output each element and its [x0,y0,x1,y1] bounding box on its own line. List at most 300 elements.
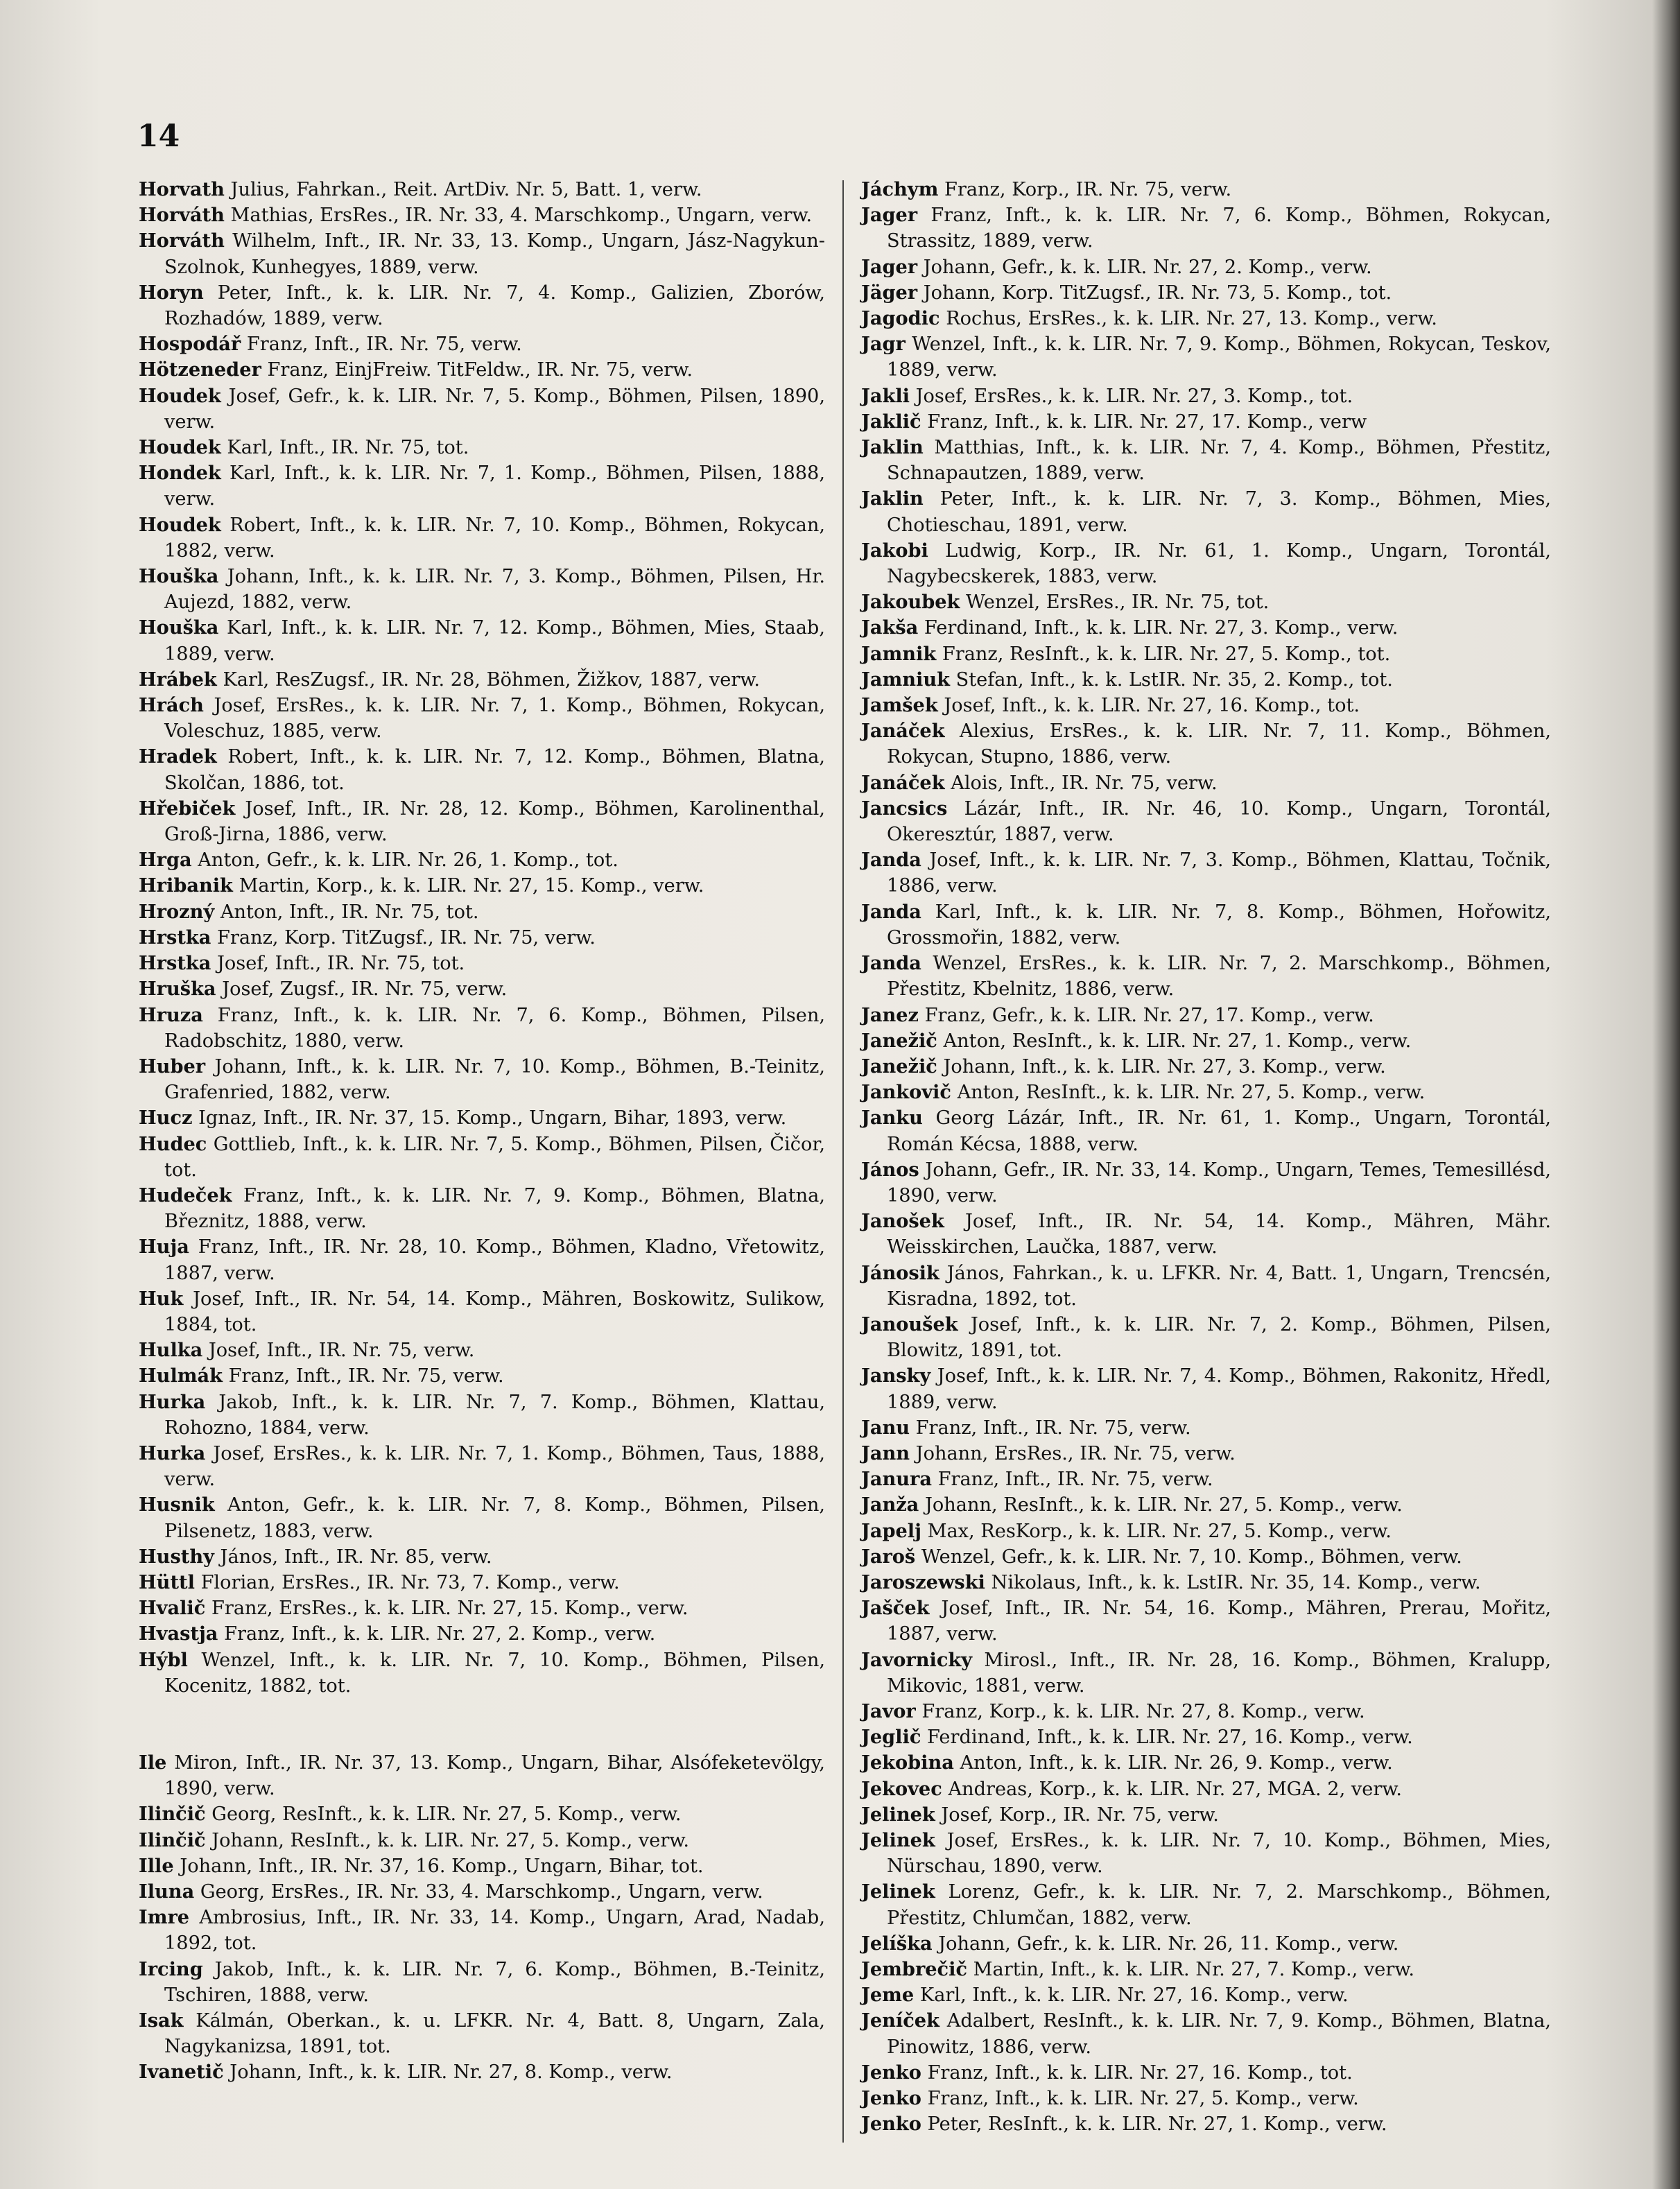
entry-surname: Jäger [861,281,918,304]
entry-surname: Jakobi [861,539,928,562]
entry-surname: Imre [139,1906,190,1929]
entry-surname: Javor [861,1699,916,1722]
entry-details: Ambrosius, Inft., IR. Nr. 33, 14. Komp., Ungarn, Arad, Nadab, 1892, tot. [164,1907,825,1955]
entry-surname: Hrábek [139,668,217,691]
entry-details: Franz, Inft., IR. Nr. 28, 10. Komp., Böhmen, Kladno, Vřetowitz, 1887, verw. [164,1236,825,1284]
register-entry [139,1363,825,1389]
entry-surname: Jager [861,204,918,227]
register-entry [861,1957,1551,1982]
entry-surname: Jansky [861,1365,931,1387]
entry-details: Jakob, Inft., k. k. LIR. Nr. 7, 6. Komp., Böhmen, B.-Teinitz, Tschiren, 1888, verw. [164,1958,825,2006]
entry-surname: Janošek [861,1210,944,1233]
register-entry [861,615,1551,641]
entry-surname: Horvath [139,178,225,200]
entry-details: Martin, Inft., k. k. LIR. Nr. 27, 7. Komp., verw. [973,1959,1415,1981]
entry-details: Josef, Inft., IR. Nr. 75, verw. [208,1340,475,1362]
register-entry [139,564,825,615]
entry-details: Johann, Gefr., k. k. LIR. Nr. 26, 11. Komp., verw. [938,1932,1399,1955]
entry-details: Nikolaus, Inft., k. k. LstIR. Nr. 35, 14. Komp., verw. [991,1571,1481,1593]
entry-details: Franz, Korp. TitZugsf., IR. Nr. 75, verw. [217,926,596,949]
entry-surname: Hurka [139,1390,206,1413]
register-entry [861,1544,1551,1570]
register-entry [861,1519,1551,1544]
entry-details: Josef, Inft., k. k. LIR. Nr. 7, 2. Komp., Böhmen, Pilsen, Blowitz, 1891, tot. [887,1313,1551,1362]
register-entry [861,667,1551,693]
entry-surname: Husthy [139,1545,214,1568]
register-entry [139,744,825,795]
entry-surname: Ivanetič [139,2061,224,2084]
register-entry [139,667,825,693]
entry-surname: Jeglič [861,1726,921,1749]
register-entry [139,228,825,279]
entry-surname: Jelinek [861,1803,935,1826]
register-entry [861,2086,1551,2111]
register-entry [861,847,1551,899]
entry-details: Martin, Korp., k. k. LIR. Nr. 27, 15. Komp., verw. [239,875,704,897]
register-entry [861,1003,1551,1028]
register-entry [139,177,825,202]
entry-details: Robert, Inft., k. k. LIR. Nr. 7, 10. Komp., Böhmen, Rokycan, 1882, verw. [164,514,825,562]
register-entry [139,693,825,744]
register-entry [139,1595,825,1621]
register-entry [861,1080,1551,1105]
register-entry [861,383,1551,409]
register-entry [861,1982,1551,2008]
entry-details: Karl, Inft., IR. Nr. 75, tot. [227,437,469,459]
register-entry [139,1905,825,1956]
entry-details: Josef, Zugsf., IR. Nr. 75, verw. [222,978,508,1001]
entry-surname: Janda [861,952,921,975]
entry-details: Matthias, Inft., k. k. LIR. Nr. 7, 4. Komp., Böhmen, Přestitz, Schnapautzen, 1889, verw. [887,437,1551,485]
register-entry [861,177,1551,202]
entry-details: Josef, ErsRes., k. k. LIR. Nr. 27, 3. Komp., tot. [915,385,1353,407]
entry-surname: Janežič [861,1029,937,1052]
register-entry [139,1828,825,1853]
entry-details: Johann, Inft., k. k. LIR. Nr. 27, 8. Komp., verw. [230,2061,673,2084]
register-entry [861,1724,1551,1750]
register-entry [861,331,1551,383]
entry-surname: Jeníček [861,2009,939,2032]
entry-surname: Hüttl [139,1571,195,1593]
register-entry [861,770,1551,796]
entry-details: Lorenz, Gefr., k. k. LIR. Nr. 7, 2. Marschkomp., Böhmen, Přestitz, Chlumčan, 1882, verw. [887,1881,1551,1929]
entry-surname: Houška [139,565,219,588]
entry-details: Franz, ErsRes., k. k. LIR. Nr. 27, 15. Komp., verw. [211,1598,689,1620]
entry-details: Wenzel, Inft., k. k. LIR. Nr. 7, 10. Komp., Böhmen, Pilsen, Kocenitz, 1882, tot. [164,1649,825,1697]
register-entry [139,1879,825,1905]
entry-surname: Jelinek [861,1880,935,1903]
register-entry [861,1699,1551,1724]
entry-surname: Jaklin [861,436,924,459]
entry-details: Gottlieb, Inft., k. k. LIR. Nr. 7, 5. Komp., Böhmen, Pilsen, Čičor, tot. [164,1133,825,1181]
entry-details: Mirosl., Inft., IR. Nr. 28, 16. Komp., Böhmen, Kralupp, Mikovic, 1881, verw. [887,1649,1551,1697]
register-entry [139,1492,825,1543]
register-entry [861,280,1551,306]
entry-surname: Hýbl [139,1648,188,1671]
entry-details: Robert, Inft., k. k. LIR. Nr. 7, 12. Komp., Böhmen, Blatna, Skolčan, 1886, tot. [164,746,825,794]
entry-details: Alois, Inft., IR. Nr. 75, verw. [951,772,1218,794]
entry-details: Karl, Inft., k. k. LIR. Nr. 7, 8. Komp., Böhmen, Hořowitz, Grossmořin, 1882, verw. [887,901,1551,949]
entry-surname: Janu [861,1416,910,1439]
entry-surname: Hucz [139,1107,193,1130]
entry-surname: Hrga [139,849,192,872]
entry-details: Rochus, ErsRes., k. k. LIR. Nr. 27, 13. Komp., verw. [946,308,1437,330]
entry-details: Karl, Inft., k. k. LIR. Nr. 27, 16. Komp., verw. [919,1984,1349,2007]
entry-details: Johann, Gefr., k. k. LIR. Nr. 27, 2. Komp., verw. [923,256,1372,278]
entry-details: Johann, Korp. TitZugsf., IR. Nr. 73, 5. Komp., tot. [923,282,1392,304]
register-entry [139,1003,825,1054]
register-entry [139,873,825,899]
entry-details: Johann, ErsRes., IR. Nr. 75, verw. [915,1442,1236,1464]
register-entry [861,1157,1551,1209]
register-entry [139,1054,825,1105]
entry-surname: Janža [861,1494,919,1516]
entry-surname: Hospodář [139,333,241,356]
register-entry [139,951,825,976]
register-entry [139,1957,825,2008]
register-entry [139,1750,825,1801]
section-gap [139,1699,825,1750]
entry-details: Josef, Inft., k. k. LIR. Nr. 27, 16. Komp., tot. [944,695,1360,717]
entry-surname: Janoušek [861,1313,958,1335]
entry-details: Josef, Inft., IR. Nr. 54, 14. Komp., Mähren, Boskowitz, Sulikow, 1884, tot. [164,1288,825,1335]
entry-details: Franz, Inft., IR. Nr. 75, verw. [915,1417,1191,1439]
entry-details: Ignaz, Inft., IR. Nr. 37, 15. Komp., Ungarn, Bihar, 1893, verw. [198,1107,787,1130]
entry-details: Anton, ResInft., k. k. LIR. Nr. 27, 5. Komp., verw. [957,1082,1426,1104]
entry-surname: Hötzeneder [139,358,261,381]
entry-details: Max, ResKorp., k. k. LIR. Nr. 27, 5. Komp., verw. [927,1520,1392,1542]
entry-surname: Hrstka [139,926,211,949]
entry-surname: Jann [861,1442,910,1464]
entry-surname: Hudec [139,1132,207,1155]
entry-surname: Hvastja [139,1623,218,1645]
entry-surname: Jelinek [861,1829,935,1851]
entry-details: Karl, ResZugsf., IR. Nr. 28, Böhmen, Žižkov, 1887, verw. [223,668,760,691]
entry-surname: Jager [861,255,918,278]
register-entry [861,1441,1551,1466]
register-entry [861,641,1551,667]
register-entry [861,1105,1551,1157]
entry-surname: Jenko [861,2113,921,2136]
entry-surname: Jekobina [861,1751,954,1774]
entry-details: Anton, Inft., k. k. LIR. Nr. 26, 9. Komp., verw. [960,1752,1393,1774]
entry-surname: Janáček [861,720,945,743]
entry-surname: Hurka [139,1442,206,1464]
register-entry [861,1363,1551,1414]
entry-surname: Janežič [861,1055,937,1078]
register-entry [139,512,825,564]
register-entry [861,1828,1551,1879]
register-entry [139,925,825,951]
register-entry [861,254,1551,280]
register-entry [861,951,1551,1002]
register-entry [139,615,825,666]
entry-surname: Jelíška [861,1932,933,1955]
entry-surname: Jaklič [861,410,921,433]
entry-surname: Horváth [139,204,225,227]
register-entry [139,899,825,925]
entry-details: Wenzel, Inft., k. k. LIR. Nr. 7, 9. Komp., Böhmen, Rokycan, Teskov, 1889, verw. [887,334,1551,381]
register-entry [861,796,1551,847]
page-number: 14 [137,119,180,154]
entry-details: Wenzel, ErsRes., IR. Nr. 75, tot. [966,591,1270,614]
entry-surname: Jagr [861,333,906,356]
entry-surname: Jašček [861,1597,930,1620]
entry-details: Kálmán, Oberkan., k. u. LFKR. Nr. 4, Batt. 8, Ungarn, Zala, Nagykanizsa, 1891, tot. [164,2010,825,2058]
register-entry [861,718,1551,770]
register-entry [139,2008,825,2059]
entry-details: János, Fahrkan., k. u. LFKR. Nr. 4, Batt. 1, Ungarn, Trencsén, Kisradna, 1892, tot. [887,1262,1551,1310]
entry-surname: Ilinčič [139,1803,206,1826]
entry-surname: Huk [139,1287,184,1310]
entry-surname: Jakoubek [861,591,960,614]
entry-surname: Hvalič [139,1597,206,1620]
entry-surname: Hudeček [139,1184,232,1206]
register-entry [861,1750,1551,1776]
entry-details: Karl, Inft., k. k. LIR. Nr. 7, 1. Komp., Böhmen, Pilsen, 1888, verw. [164,462,825,510]
entry-details: Peter, Inft., k. k. LIR. Nr. 7, 4. Komp., Galizien, Zborów, Rozhadów, 1889, verw. [164,282,825,330]
entry-details: Franz, Korp., IR. Nr. 75, verw. [944,179,1232,200]
entry-surname: Ile [139,1751,167,1774]
entry-surname: Hulmák [139,1365,223,1387]
register-entry [139,1105,825,1131]
register-entry [861,1776,1551,1802]
entry-details: Johann, Inft., k. k. LIR. Nr. 27, 3. Komp., verw. [943,1055,1386,1078]
register-entry [861,2060,1551,2086]
register-entry [139,331,825,357]
entry-details: Franz, ResInft., k. k. LIR. Nr. 27, 5. Komp., tot. [942,643,1391,665]
entry-details: Josef, Inft., k. k. LIR. Nr. 7, 3. Komp., Böhmen, Klattau, Točnik, 1886, verw. [887,849,1551,897]
entry-surname: Hruza [139,1003,203,1026]
entry-surname: Houška [139,616,219,639]
entry-surname: Hulka [139,1339,203,1362]
register-entry [139,1544,825,1570]
entry-details: Jakob, Inft., k. k. LIR. Nr. 7, 7. Komp., Böhmen, Klattau, Rohozno, 1884, verw. [164,1391,825,1439]
entry-details: Franz, EinjFreiw. TitFeldw., IR. Nr. 75, verw. [267,359,693,381]
register-entry [139,1390,825,1441]
entry-surname: János [861,1158,919,1181]
entry-details: János, Inft., IR. Nr. 85, verw. [220,1546,492,1568]
register-entry [139,280,825,331]
register-entry [861,1209,1551,1260]
entry-details: Franz, Inft., k. k. LIR. Nr. 27, 2. Komp., verw. [224,1623,656,1645]
entry-details: Florian, ErsRes., IR. Nr. 73, 7. Komp., verw. [200,1571,620,1593]
entry-surname: Isak [139,2009,184,2032]
entry-details: Franz, Inft., k. k. LIR. Nr. 7, 6. Komp., Böhmen, Rokycan, Strassitz, 1889, verw. [887,205,1551,252]
entry-details: Ferdinand, Inft., k. k. LIR. Nr. 27, 3. Komp., verw. [924,617,1398,639]
register-entry [139,1183,825,1234]
entry-details: Franz, Gefr., k. k. LIR. Nr. 27, 17. Komp., verw. [924,1004,1374,1026]
register-entry [139,847,825,873]
entry-surname: Iluna [139,1880,195,1903]
entry-details: Karl, Inft., k. k. LIR. Nr. 7, 12. Komp., Böhmen, Mies, Staab, 1889, verw. [164,617,825,665]
entry-details: Josef, Inft., k. k. LIR. Nr. 7, 4. Komp., Böhmen, Rakonitz, Hředl, 1889, verw. [887,1365,1551,1413]
register-entry [139,357,825,383]
entry-surname: Ilinčič [139,1828,206,1851]
right-column [861,177,1551,2137]
entry-surname: Janku [861,1107,923,1130]
entry-surname: Hrstka [139,952,211,975]
entry-details: Josef, Inft., IR. Nr. 28, 12. Komp., Böhmen, Karolinenthal, Groß-Jirna, 1886, verw. [164,797,825,846]
register-entry [139,2059,825,2085]
entry-details: Georg, ResInft., k. k. LIR. Nr. 27, 5. Komp., verw. [211,1803,682,1826]
entry-details: Ferdinand, Inft., k. k. LIR. Nr. 27, 16. Komp., verw. [927,1727,1413,1749]
register-entry [861,2008,1551,2059]
entry-surname: Jagodic [861,307,940,330]
entry-details: Johann, ResInft., k. k. LIR. Nr. 27, 5. Komp., verw. [924,1494,1403,1516]
register-entry [861,1054,1551,1080]
entry-details: Josef, Gefr., k. k. LIR. Nr. 7, 5. Komp., Böhmen, Pilsen, 1890, verw. [164,385,825,433]
left-column [139,177,825,2086]
register-entry [861,435,1551,486]
register-entry [139,976,825,1002]
register-entry [139,383,825,435]
register-entry [861,2111,1551,2137]
entry-surname: Hondek [139,462,221,485]
entry-details: Anton, Gefr., k. k. LIR. Nr. 26, 1. Komp., tot. [198,849,618,872]
entry-surname: Houdek [139,436,221,459]
entry-details: Lázár, Inft., IR. Nr. 46, 10. Komp., Ungarn, Torontál, Okeresztúr, 1887, verw. [887,797,1551,846]
entry-surname: Japelj [861,1519,921,1542]
entry-surname: Hruška [139,978,216,1001]
entry-details: Franz, Inft., IR. Nr. 75, verw. [246,334,522,356]
register-entry [861,1492,1551,1518]
entry-details: Franz, Inft., k. k. LIR. Nr. 27, 17. Komp., verw [927,410,1367,433]
register-entry [139,1338,825,1363]
entry-details: Ludwig, Korp., IR. Nr. 61, 1. Komp., Ungarn, Torontál, Nagybecskerek, 1883, verw. [887,539,1551,588]
register-entry [861,1415,1551,1441]
entry-details: Franz, Inft., k. k. LIR. Nr. 27, 5. Komp., verw. [927,2088,1359,2110]
entry-details: Georg Lázár, Inft., IR. Nr. 61, 1. Komp., Ungarn, Torontál, Román Kécsa, 1888, verw. [887,1107,1551,1155]
entry-details: Josef, Inft., IR. Nr. 54, 16. Komp., Mähren, Prerau, Mořitz, 1887, verw. [887,1598,1551,1645]
entry-details: Josef, Inft., IR. Nr. 75, tot. [217,953,465,975]
entry-details: Josef, ErsRes., k. k. LIR. Nr. 7, 1. Komp., Böhmen, Taus, 1888, verw. [164,1442,825,1491]
register-entry [861,409,1551,435]
entry-details: Andreas, Korp., k. k. LIR. Nr. 27, MGA. 2, verw. [948,1778,1403,1800]
entry-details: Stefan, Inft., k. k. LstIR. Nr. 35, 2. Komp., tot. [955,668,1393,691]
entry-surname: Janura [861,1468,932,1491]
entry-surname: Janda [861,900,921,923]
register-entry [861,1595,1551,1647]
register-entry [139,1801,825,1827]
entry-surname: Jamšek [861,694,938,717]
register-entry [861,306,1551,331]
entry-surname: Jenko [861,2087,921,2110]
entry-surname: Jamnik [861,642,937,665]
register-entry [139,1621,825,1647]
entry-details: Franz, Inft., k. k. LIR. Nr. 7, 9. Komp., Böhmen, Blatna, Březnitz, 1888, verw. [164,1184,825,1233]
entry-details: Alexius, ErsRes., k. k. LIR. Nr. 7, 11. Komp., Böhmen, Rokycan, Stupno, 1886, verw. [887,720,1551,768]
register-entry [861,486,1551,537]
entry-surname: Horyn [139,281,204,304]
entry-surname: Jancsics [861,797,948,820]
entry-surname: Horváth [139,230,225,252]
register-entry [861,1570,1551,1595]
entry-surname: Jankovič [861,1081,951,1104]
entry-details: Johann, Inft., k. k. LIR. Nr. 7, 10. Komp., Böhmen, B.-Teinitz, Grafenried, 1882, verw. [164,1055,825,1104]
register-entry [139,1441,825,1492]
register-entry [139,1234,825,1286]
entry-surname: Jánosik [861,1261,939,1284]
entry-details: Josef, ErsRes., k. k. LIR. Nr. 7, 1. Komp., Böhmen, Rokycan, Voleschuz, 1885, verw. [164,695,825,743]
entry-surname: Jakli [861,384,910,407]
register-entry [861,1879,1551,1930]
entry-surname: Jekovec [861,1777,942,1800]
entry-surname: Husnik [139,1494,215,1516]
register-entry [139,1570,825,1595]
entry-details: Franz, Inft., IR. Nr. 75, verw. [228,1365,504,1387]
register-entry [861,1261,1551,1312]
entry-details: Franz, Inft., k. k. LIR. Nr. 7, 6. Komp., Böhmen, Pilsen, Radobschitz, 1880, verw. [164,1004,825,1052]
entry-surname: Hradek [139,745,217,768]
register-entry [139,435,825,460]
entry-surname: Jembrečič [861,1958,967,1981]
register-entry [861,1466,1551,1492]
entry-surname: Jenko [861,2061,921,2084]
register-entry [139,202,825,228]
entry-surname: Hřebiček [139,797,236,820]
entry-details: Franz, Korp., k. k. LIR. Nr. 27, 8. Komp., verw. [921,1700,1365,1722]
entry-surname: Hrách [139,694,204,717]
register-entry [139,1286,825,1338]
entry-surname: Jáchym [861,178,939,200]
entry-surname: Houdek [139,384,221,407]
entry-details: Johann, Gefr., IR. Nr. 33, 14. Komp., Ungarn, Temes, Temesillésd, 1890, verw. [887,1159,1551,1206]
column-divider [842,180,844,2143]
entry-details: Georg, ErsRes., IR. Nr. 33, 4. Marschkomp., Ungarn, verw. [200,1881,763,1903]
page-edge-shadow [1652,0,1680,2189]
register-entry [139,1132,825,1183]
entry-surname: Huber [139,1055,206,1078]
entry-surname: Ille [139,1854,174,1877]
entry-details: Franz, Inft., IR. Nr. 75, verw. [937,1469,1213,1491]
entry-details: Wilhelm, Inft., IR. Nr. 33, 13. Komp., Ungarn, Jász-Nagykun-Szolnok, Kunhegyes, 1889, verw. [164,230,825,278]
entry-details: Anton, Gefr., k. k. LIR. Nr. 7, 8. Komp., Böhmen, Pilsen, Pilsenetz, 1883, verw. [164,1494,825,1542]
register-entry [861,1802,1551,1828]
entry-details: Josef, Inft., IR. Nr. 54, 14. Komp., Mähren, Mähr. Weisskirchen, Laučka, 1887, verw. [887,1211,1551,1258]
entry-surname: Huja [139,1236,189,1258]
register-entry [861,589,1551,615]
register-entry [861,202,1551,254]
entry-details: Anton, ResInft., k. k. LIR. Nr. 27, 1. Komp., verw. [943,1030,1412,1052]
register-entry [861,899,1551,951]
register-entry [861,1028,1551,1054]
register-entry [861,1931,1551,1957]
entry-surname: Hribanik [139,874,233,897]
entry-surname: Jaroszewski [861,1571,985,1593]
entry-details: Peter, ResInft., k. k. LIR. Nr. 27, 1. Komp., verw. [927,2113,1387,2136]
register-entry [861,1647,1551,1699]
register-entry [139,1647,825,1699]
entry-details: Johann, Inft., k. k. LIR. Nr. 7, 3. Komp., Böhmen, Pilsen, Hr. Aujezd, 1882, verw. [164,566,825,614]
entry-details: Franz, Inft., k. k. LIR. Nr. 27, 16. Komp., tot. [927,2061,1353,2084]
entry-details: Johann, ResInft., k. k. LIR. Nr. 27, 5. Komp., verw. [211,1829,689,1851]
entry-details: Anton, Inft., IR. Nr. 75, tot. [220,901,479,923]
entry-surname: Javornicky [861,1648,973,1671]
entry-surname: Jamniuk [861,668,950,691]
entry-surname: Hrozný [139,900,215,923]
entry-details: Johann, Inft., IR. Nr. 37, 16. Komp., Ungarn, Bihar, tot. [180,1855,704,1877]
entry-surname: Janez [861,1003,919,1026]
register-entry [139,796,825,847]
entry-details: Peter, Inft., k. k. LIR. Nr. 7, 3. Komp., Böhmen, Mies, Chotieschau, 1891, verw. [887,488,1551,536]
register-entry [139,1853,825,1879]
register-entry [139,460,825,512]
entry-details: Miron, Inft., IR. Nr. 37, 13. Komp., Ungarn, Bihar, Alsófeketevölgy, 1890, verw. [164,1751,825,1800]
entry-details: Josef, Korp., IR. Nr. 75, verw. [941,1803,1219,1826]
entry-details: Wenzel, ErsRes., k. k. LIR. Nr. 7, 2. Marschkomp., Böhmen, Přestitz, Kbelnitz, 1886, verw. [887,953,1551,1001]
entry-surname: Jeme [861,1984,915,2007]
